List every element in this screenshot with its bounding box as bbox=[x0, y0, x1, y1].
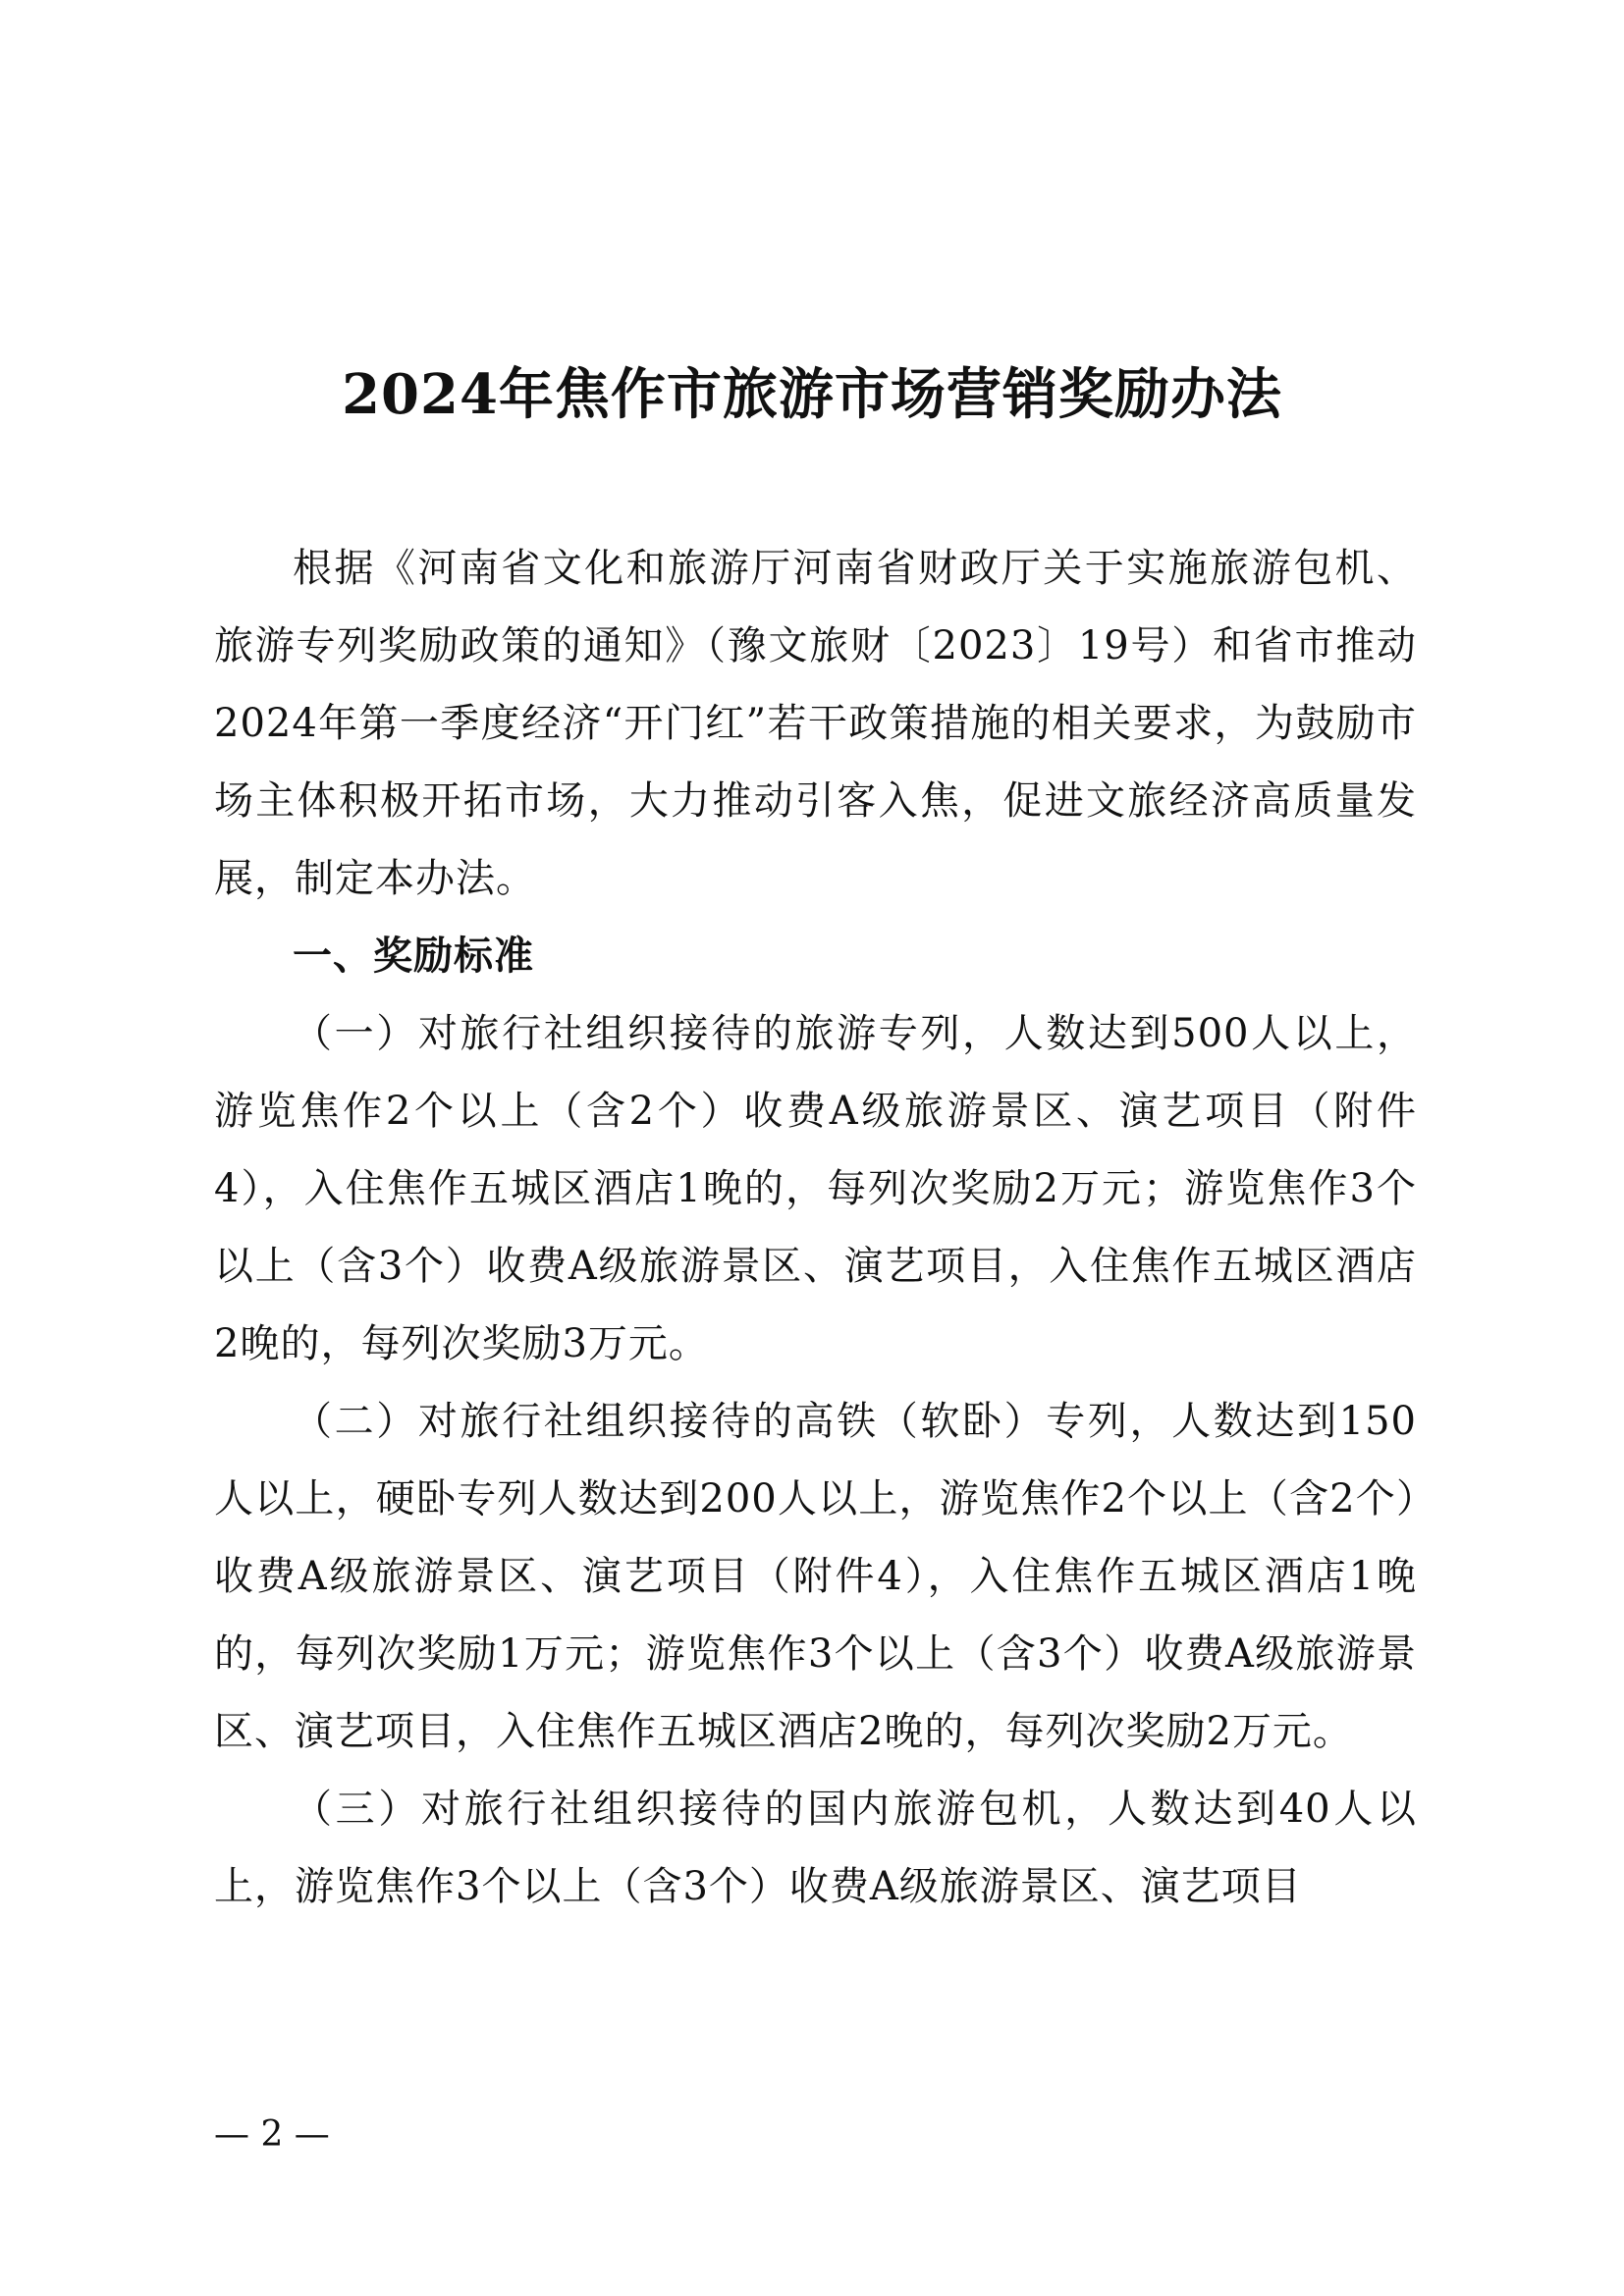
document-body bbox=[214, 530, 1417, 1926]
item-3-paragraph: （三）对旅行社组织接待的国内旅游包机，人数达到40人以上，游览焦作3个以上（含3个）收费A级旅游景区、演艺项目 bbox=[214, 1787, 1417, 1909]
item-2-paragraph: （二）对旅行社组织接待的高铁（软卧）专列，人数达到150人以上，硬卧专列人数达到200人以上，游览焦作2个以上（含2个）收费A级旅游景区、演艺项目（附件4），入住焦作五城区酒店1晚的，每列次奖励1万元；游览焦作3个以上（含3个）收费A级旅游景区、演艺项目，入住焦作五城区酒店2晚的，每列次奖励2万元。 bbox=[214, 1399, 1417, 1754]
page-number: — 2 — bbox=[214, 2114, 330, 2155]
item-1-paragraph: （一）对旅行社组织接待的旅游专列，人数达到500人以上，游览焦作2个以上（含2个）收费A级旅游景区、演艺项目（附件4），入住焦作五城区酒店1晚的，每列次奖励2万元；游览焦作3个以上（含3个）收费A级旅游景区、演艺项目，入住焦作五城区酒店2晚的，每列次奖励3万元。 bbox=[214, 1011, 1417, 1366]
intro-paragraph: 根据《河南省文化和旅游厅河南省财政厅关于实施旅游包机、旅游专列奖励政策的通知》（豫文旅财〔2023〕19号）和省市推动2024年第一季度经济“开门红”若干政策措施的相关要求，为鼓励市场主体积极开拓市场，大力推动引客入焦，促进文旅经济高质量发展，制定本办法。 bbox=[214, 546, 1417, 901]
document-title: 2024年焦作市旅游市场营销奖励办法 bbox=[342, 362, 1282, 427]
section-heading-reward-standards: 一、奖励标准 bbox=[293, 934, 534, 979]
